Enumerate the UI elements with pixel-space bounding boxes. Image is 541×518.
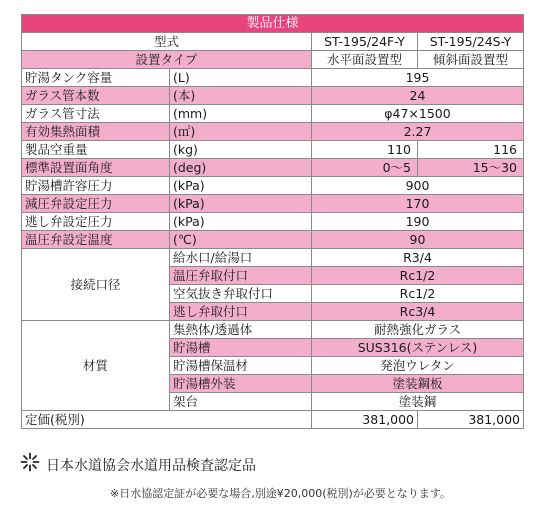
connection-value: Rc1/2 — [312, 285, 524, 303]
row-value: 170 — [312, 195, 524, 213]
material-name: 貯湯槽外装 — [170, 375, 312, 393]
connections-label: 接続口径 — [22, 249, 170, 321]
table-row — [22, 159, 524, 177]
table-row — [22, 249, 524, 267]
model-b: ST-195/24S-Y — [418, 33, 524, 51]
table-row — [22, 195, 524, 213]
model-a: ST-195/24F-Y — [312, 33, 418, 51]
connection-name: 給水口/給湯口 — [170, 249, 312, 267]
row-label: ガラス管本数 — [22, 87, 170, 105]
table-row — [22, 411, 524, 429]
connection-name: 逃し弁取付口 — [170, 303, 312, 321]
connection-name: 空気抜き弁取付口 — [170, 285, 312, 303]
row-unit: (kg) — [170, 141, 312, 159]
material-name: 架台 — [170, 393, 312, 411]
row-label: 製品空重量 — [22, 141, 170, 159]
install-type-b: 傾斜面設置型 — [418, 51, 524, 69]
material-name: 貯湯槽 — [170, 339, 312, 357]
row-value: φ47×1500 — [312, 105, 524, 123]
table-row — [22, 123, 524, 141]
table-row — [22, 231, 524, 249]
material-value: SUS316(ステンレス) — [312, 339, 524, 357]
table-row — [22, 87, 524, 105]
sparkle-icon — [20, 452, 40, 476]
material-name: 貯湯槽保温材 — [170, 357, 312, 375]
price-value-a: 381,000 — [312, 411, 418, 429]
row-value-a: 0〜5 — [312, 159, 418, 177]
row-value: 2.27 — [312, 123, 524, 141]
row-unit: (㎡) — [170, 123, 312, 141]
row-label: 有効集熱面積 — [22, 123, 170, 141]
table-row — [22, 321, 524, 339]
row-label: ガラス管寸法 — [22, 105, 170, 123]
row-value: 900 — [312, 177, 524, 195]
connection-value: R3/4 — [312, 249, 524, 267]
install-type-a: 水平面設置型 — [312, 51, 418, 69]
row-unit: (kPa) — [170, 213, 312, 231]
row-label: 温圧弁設定温度 — [22, 231, 170, 249]
spec-table — [21, 14, 524, 429]
row-value: 90 — [312, 231, 524, 249]
row-label: 逃し弁設定圧力 — [22, 213, 170, 231]
row-value: 24 — [312, 87, 524, 105]
row-value-b: 15〜30 — [418, 159, 524, 177]
row-value-a: 110 — [312, 141, 418, 159]
certification-line — [46, 455, 256, 475]
price-label: 定価(税別) — [22, 411, 312, 429]
certification-text: 日本水道協会水道用品検査認定品 — [46, 458, 256, 474]
row-unit: (本) — [170, 87, 312, 105]
row-unit: (deg) — [170, 159, 312, 177]
row-value: 195 — [312, 69, 524, 87]
row-value-b: 116 — [418, 141, 524, 159]
material-value: 塗装鋼板 — [312, 375, 524, 393]
material-value: 耐熱強化ガラス — [312, 321, 524, 339]
materials-label: 材質 — [22, 321, 170, 411]
table-row — [22, 141, 524, 159]
connection-value: Rc3/4 — [312, 303, 524, 321]
row-label: 貯湯槽許容圧力 — [22, 177, 170, 195]
row-value: 190 — [312, 213, 524, 231]
material-name: 集熱体/透過体 — [170, 321, 312, 339]
table-row — [22, 105, 524, 123]
connection-name: 温圧弁取付口 — [170, 267, 312, 285]
install-type-label: 設置タイプ — [22, 51, 312, 69]
row-label: 貯湯タンク容量 — [22, 69, 170, 87]
price-value-b: 381,000 — [418, 411, 524, 429]
table-row — [22, 213, 524, 231]
row-unit: (℃) — [170, 231, 312, 249]
table-row — [22, 177, 524, 195]
material-value: 塗装鋼 — [312, 393, 524, 411]
table-title: 製品仕様 — [22, 15, 524, 33]
row-unit: (kPa) — [170, 177, 312, 195]
row-label: 減圧弁設定圧力 — [22, 195, 170, 213]
table-row — [22, 69, 524, 87]
connection-value: Rc1/2 — [312, 267, 524, 285]
material-value: 発泡ウレタン — [312, 357, 524, 375]
model-label: 型式 — [22, 33, 312, 51]
footnote: ※日水協認定証が必要な場合,別途¥20,000(税別)が必要となります。 — [110, 487, 451, 500]
row-unit: (mm) — [170, 105, 312, 123]
row-label: 標準設置面角度 — [22, 159, 170, 177]
row-unit: (L) — [170, 69, 312, 87]
row-unit: (kPa) — [170, 195, 312, 213]
